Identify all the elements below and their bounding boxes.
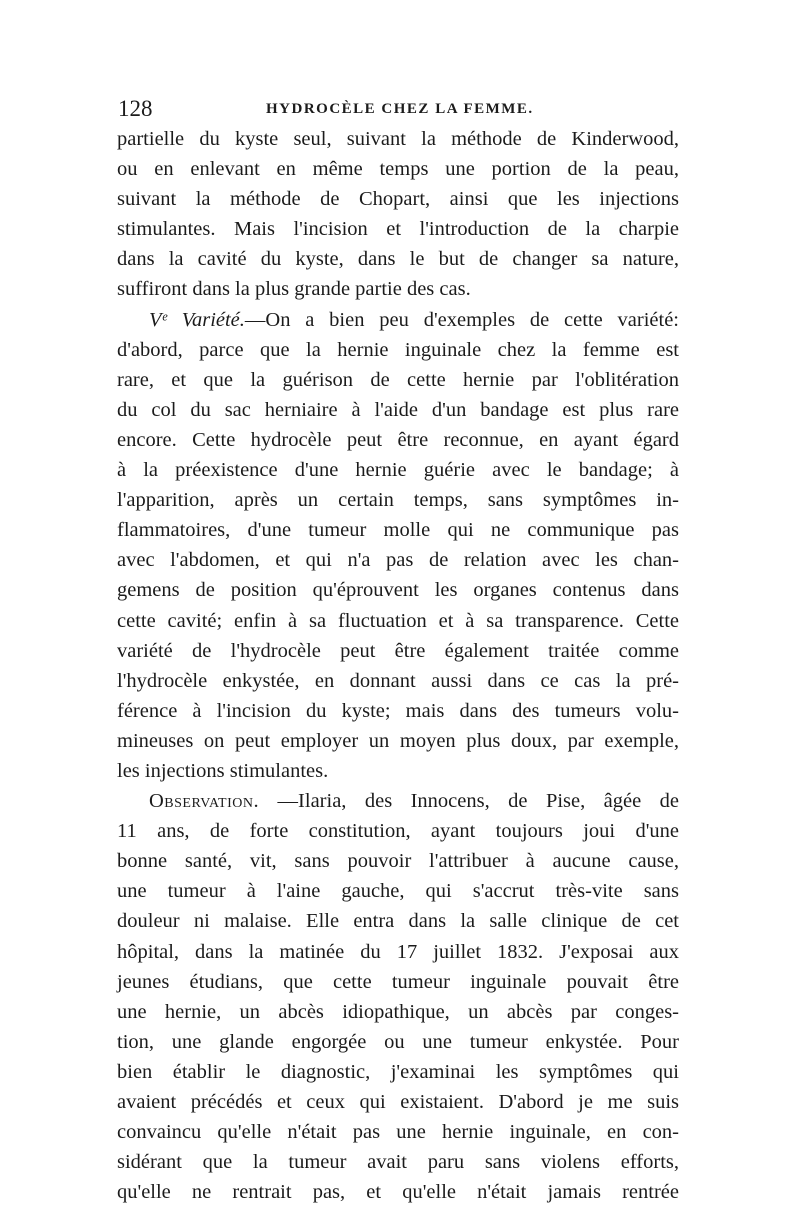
text-line: hôpital, dans la matinée du 17 juillet 1832. J'exposai aux bbox=[117, 940, 679, 963]
text-line: encore. Cette hydrocèle peut être reconnue, en ayant égard bbox=[117, 428, 679, 451]
text-line: à la préexistence d'une hernie guérie avec le bandage; à bbox=[117, 459, 679, 482]
text-line: jeunes étudians, que cette tumeur inguinale pouvait être bbox=[117, 970, 679, 993]
text-line: l'hydrocèle enkystée, en donnant aussi dans ce cas la pré- bbox=[117, 669, 679, 692]
running-head: HYDROCÈLE CHEZ LA FEMME. bbox=[266, 101, 534, 117]
text-line: bien établir le diagnostic, j'examinai les symptômes qui bbox=[117, 1060, 679, 1083]
text-line: douleur ni malaise. Elle entra dans la salle clinique de cet bbox=[117, 910, 679, 933]
text-line: une tumeur à l'aine gauche, qui s'accrut très-vite sans bbox=[117, 880, 679, 903]
text-line: avaient précédés et ceux qui existaient. D'abord je me suis bbox=[117, 1091, 679, 1113]
text-line: qu'elle ne rentrait pas, et qu'elle n'était jamais rentrée bbox=[117, 1181, 679, 1204]
text-line: du col du sac herniaire à l'aide d'un bandage est plus rare bbox=[117, 398, 679, 421]
observation-text: —Ilaria, des Innocens, de Pise, âgée de bbox=[259, 790, 679, 813]
text-line: cette cavité; enfin à sa fluctuation et à sa transparence. Cette bbox=[117, 609, 679, 632]
text-line: bonne santé, vit, sans pouvoir l'attribuer à aucune cause, bbox=[117, 850, 679, 873]
text-line: suivant la méthode de Chopart, ainsi que les injections bbox=[117, 188, 679, 211]
text-line: stimulantes. Mais l'incision et l'introduction de la charpie bbox=[117, 218, 679, 241]
text-line: avec l'abdomen, et qui n'a pas de relation avec les chan- bbox=[117, 549, 679, 572]
text-line: dans la cavité du kyste, dans le but de changer sa nature, bbox=[117, 248, 679, 271]
text-line: sidérant que la tumeur avait paru sans violens efforts, bbox=[117, 1151, 679, 1174]
text-line: 11 ans, de forte constitution, ayant toujours joui d'une bbox=[117, 820, 679, 843]
text-line: variété de l'hydrocèle peut être également traitée comme bbox=[117, 639, 679, 662]
text-line: ou en enlevant en même temps une portion de la peau, bbox=[117, 158, 679, 181]
variety-heading-line bbox=[117, 305, 679, 335]
body-text bbox=[117, 124, 679, 1207]
observation-heading-line bbox=[117, 786, 679, 816]
variety-heading: Vᵉ Variété. bbox=[149, 308, 245, 331]
text-line: férence à l'incision du kyste; mais dans des tumeurs volu- bbox=[117, 699, 679, 722]
text-line: les injections stimulantes. bbox=[117, 759, 329, 782]
text-line: partielle du kyste seul, suivant la méthode de Kinderwood, bbox=[117, 128, 679, 150]
text-line: flammatoires, d'une tumeur molle qui ne communique pas bbox=[117, 519, 679, 542]
text-line: l'apparition, après un certain temps, sans symptômes in- bbox=[117, 489, 679, 512]
text-line: convaincu qu'elle n'était pas une hernie inguinale, en con- bbox=[117, 1121, 679, 1144]
page-header bbox=[118, 96, 680, 126]
page-number: 128 bbox=[118, 96, 153, 121]
text-line: mineuses on peut employer un moyen plus doux, par exemple, bbox=[117, 729, 679, 752]
variety-text: —On a bien peu d'exemples de cette variété: bbox=[244, 308, 679, 331]
text-line: suffiront dans la plus grande partie des cas. bbox=[117, 278, 471, 301]
text-line: gemens de position qu'éprouvent les organes contenus dans bbox=[117, 579, 679, 602]
text-line: tion, une glande engorgée ou une tumeur enkystée. Pour bbox=[117, 1030, 679, 1053]
text-line: rare, et que la guérison de cette hernie par l'oblitération bbox=[117, 368, 679, 391]
text-line: d'abord, parce que la hernie inguinale chez la femme est bbox=[117, 338, 679, 361]
observation-heading: Observation. bbox=[149, 790, 260, 813]
text-line: une hernie, un abcès idiopathique, un abcès par conges- bbox=[117, 1000, 679, 1023]
